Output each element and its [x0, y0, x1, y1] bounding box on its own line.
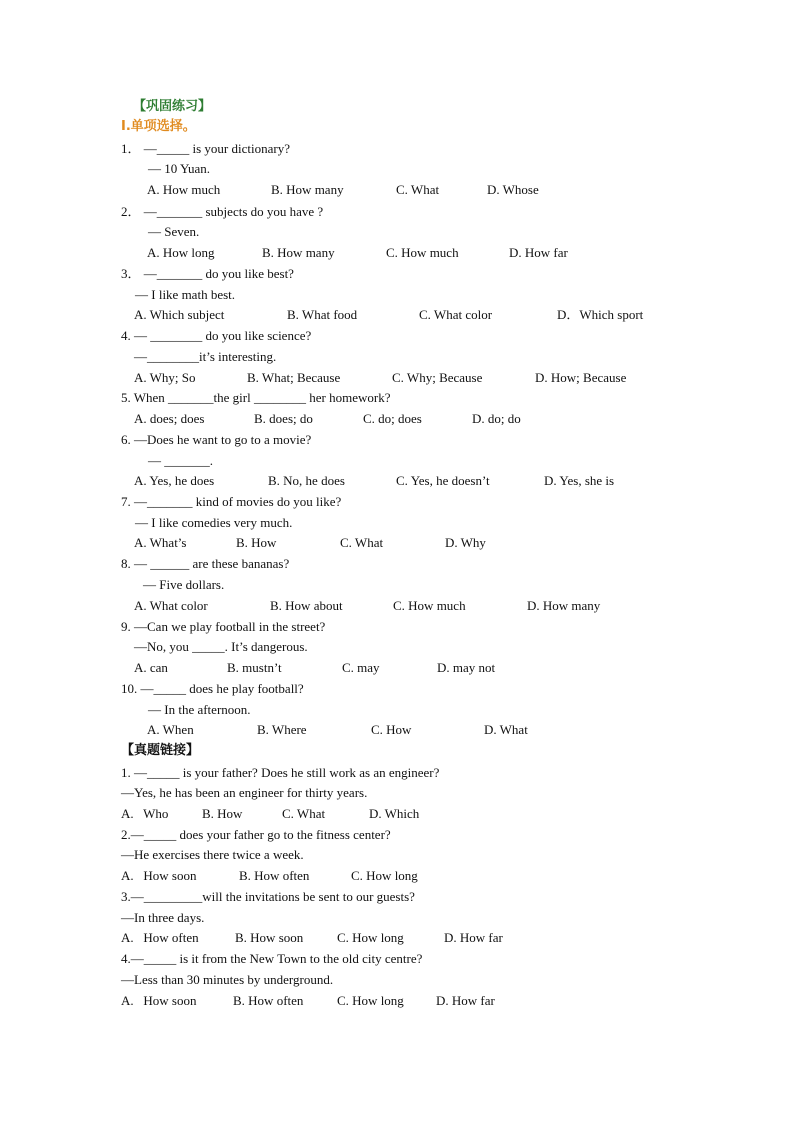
eq4-option-d: D. How far: [436, 993, 495, 1008]
q2-option-b: B. How many: [262, 245, 335, 260]
q7-option-c: C. What: [340, 535, 384, 550]
q4-option-a: A. Why; So: [134, 370, 196, 385]
section2-title: 【真题链接】: [121, 743, 200, 758]
section1-subtitle: Ⅰ.单项选择。: [121, 119, 196, 134]
q4-option-c: C. Why; Because: [392, 370, 483, 385]
eq2-option-b: B. How often: [239, 868, 310, 883]
eq3-option-b: B. How soon: [235, 930, 304, 945]
eq4-option-c: C. How long: [337, 993, 404, 1008]
eq1-option-b: B. How: [202, 806, 243, 821]
exam-question-1-stem: 1. —_____ is your father? Does he still work as an engineer?: [121, 765, 440, 780]
q4-option-b: B. What; Because: [247, 370, 341, 385]
q6-option-a: A. Yes, he does: [134, 473, 215, 488]
question-6-answer: — _______.: [148, 453, 213, 468]
q8-option-b: B. How about: [270, 598, 343, 613]
eq1-option-d: D. Which: [369, 806, 420, 821]
q8-option-d: D. How many: [527, 598, 601, 613]
question-3-stem: 3． —_______ do you like best?: [121, 266, 294, 281]
q8-option-c: C. How much: [393, 598, 466, 613]
q10-option-d: D. What: [484, 722, 528, 737]
q1-option-c: C. What: [396, 182, 440, 197]
question-5-stem: 5. When _______the girl ________ her homework?: [121, 390, 391, 405]
exam-question-3-stem: 3.—_________will the invitations be sent to our guests?: [121, 889, 415, 904]
question-4-stem: 4. — ________ do you like science?: [121, 328, 312, 343]
question-10-answer: — In the afternoon.: [148, 702, 251, 717]
question-7-answer: — I like comedies very much.: [135, 515, 293, 530]
q6-option-d: D. Yes, she is: [544, 473, 615, 488]
q6-option-c: C. Yes, he doesn’t: [396, 473, 490, 488]
eq2-option-a: A. How soon: [121, 868, 197, 883]
question-2-answer: — Seven.: [148, 224, 200, 239]
q10-option-b: B. Where: [257, 722, 307, 737]
question-9-answer: —No, you _____. It’s dangerous.: [134, 639, 308, 654]
eq3-option-c: C. How long: [337, 930, 404, 945]
q5-option-a: A. does; does: [134, 411, 205, 426]
q10-option-a: A. When: [147, 722, 194, 737]
eq3-option-d: D. How far: [444, 930, 503, 945]
question-8-answer: — Five dollars.: [143, 577, 225, 592]
q9-option-a: A. can: [134, 660, 168, 675]
q4-option-d: D. How; Because: [535, 370, 627, 385]
q3-option-a: A. Which subject: [134, 307, 225, 322]
q5-option-d: D. do; do: [472, 411, 521, 426]
q6-option-b: B. No, he does: [268, 473, 345, 488]
q3-option-d: D．Which sport: [557, 307, 644, 322]
question-3-answer: — I like math best.: [135, 287, 236, 302]
eq3-option-a: A. How often: [121, 930, 199, 945]
eq1-option-a: A. Who: [121, 806, 169, 821]
exam-question-4-answer: —Less than 30 minutes by underground.: [121, 972, 334, 987]
eq2-option-c: C. How long: [351, 868, 418, 883]
question-2-stem: 2． —_______ subjects do you have ?: [121, 204, 324, 219]
question-9-stem: 9. —Can we play football in the street?: [121, 619, 326, 634]
exam-question-2-stem: 2.—_____ does your father go to the fitness center?: [121, 827, 391, 842]
q1-option-b: B. How many: [271, 182, 344, 197]
q7-option-d: D. Why: [445, 535, 486, 550]
question-1-answer: — 10 Yuan.: [148, 161, 210, 176]
q1-option-d: D. Whose: [487, 182, 539, 197]
eq4-option-a: A. How soon: [121, 993, 197, 1008]
q2-option-c: C. How much: [386, 245, 459, 260]
q5-option-c: C. do; does: [363, 411, 422, 426]
exam-question-4-stem: 4.—_____ is it from the New Town to the old city centre?: [121, 951, 423, 966]
eq1-option-c: C. What: [282, 806, 326, 821]
question-10-stem: 10. —_____ does he play football?: [121, 681, 304, 696]
q2-option-a: A. How long: [147, 245, 215, 260]
eq4-option-b: B. How often: [233, 993, 304, 1008]
q7-option-b: B. How: [236, 535, 277, 550]
q10-option-c: C. How: [371, 722, 412, 737]
section1-title: 【巩固练习】: [133, 99, 212, 114]
q9-option-d: D. may not: [437, 660, 496, 675]
q8-option-a: A. What color: [134, 598, 208, 613]
question-6-stem: 6. —Does he want to go to a movie?: [121, 432, 312, 447]
q3-option-b: B. What food: [287, 307, 358, 322]
exam-question-1-answer: —Yes, he has been an engineer for thirty years.: [121, 785, 368, 800]
q1-option-a: A. How much: [147, 182, 221, 197]
exam-question-2-answer: —He exercises there twice a week.: [121, 847, 304, 862]
q2-option-d: D. How far: [509, 245, 568, 260]
q7-option-a: A. What’s: [134, 535, 187, 550]
q3-option-c: C. What color: [419, 307, 493, 322]
question-1-stem: 1． —_____ is your dictionary?: [121, 141, 290, 156]
exam-question-3-answer: —In three days.: [121, 910, 205, 925]
question-4-answer: —________it’s interesting.: [134, 349, 277, 364]
question-7-stem: 7. —_______ kind of movies do you like?: [121, 494, 342, 509]
q9-option-b: B. mustn’t: [227, 660, 282, 675]
question-8-stem: 8. — ______ are these bananas?: [121, 556, 290, 571]
q9-option-c: C. may: [342, 660, 380, 675]
q5-option-b: B. does; do: [254, 411, 313, 426]
